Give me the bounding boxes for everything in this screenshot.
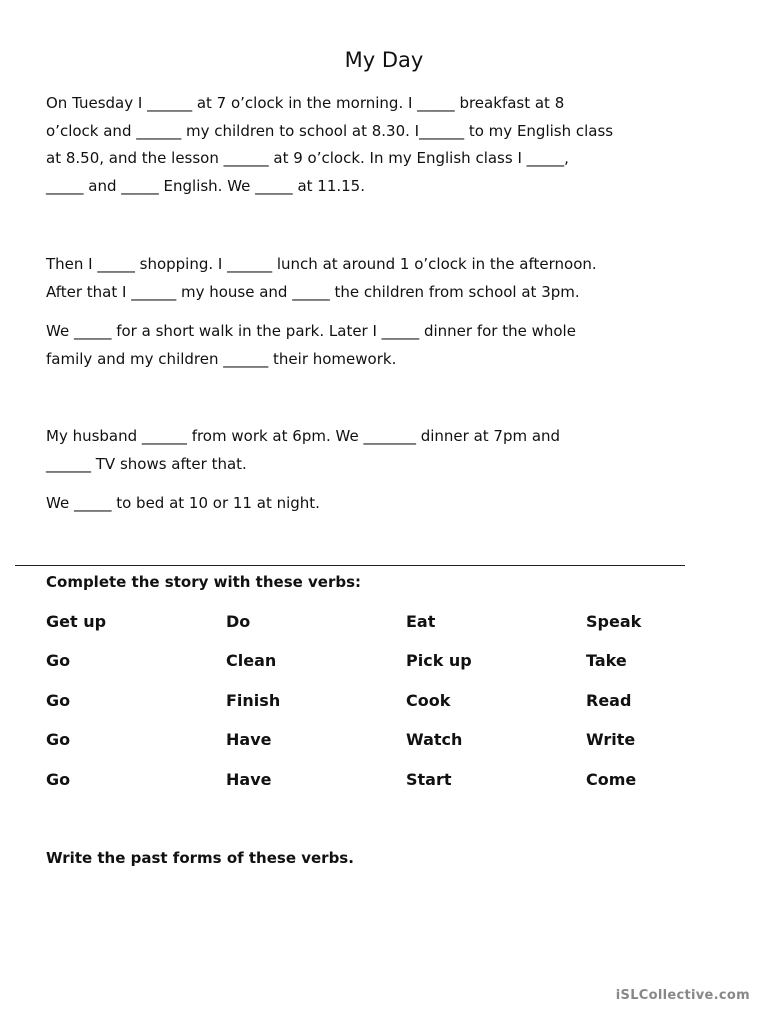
story-paragraph-2 <box>46 251 736 306</box>
story-line: family and my children ______ their homework. <box>46 349 397 368</box>
verb-item: Come <box>586 770 637 789</box>
verb-item: Speak <box>586 612 642 631</box>
verb-item: Take <box>586 651 627 670</box>
verb-item: Cook <box>406 691 451 710</box>
story-line: Then I _____ shopping. I ______ lunch at around 1 o’clock in the afternoon. <box>46 255 597 273</box>
story-line: o’clock and ______ my children to school at 8.30. I______ to my English class <box>46 121 614 140</box>
page-title: My Day <box>344 48 424 72</box>
verb-item: Eat <box>406 612 436 631</box>
verb-item: Get up <box>46 612 107 631</box>
story-line: After that I ______ my house and _____ the children from school at 3pm. <box>46 282 580 301</box>
verb-item: Go <box>46 770 71 789</box>
complete-instruction: Complete the story with these verbs: <box>46 573 362 591</box>
past-forms-instruction: Write the past forms of these verbs. <box>46 849 354 867</box>
story-line: On Tuesday I ______ at 7 o’clock in the morning. I _____ breakfast at 8 <box>46 94 565 112</box>
verb-item: Go <box>46 691 71 710</box>
verb-item: Go <box>46 651 71 670</box>
verb-item: Have <box>226 770 272 789</box>
story-paragraph-4 <box>46 423 736 478</box>
verb-item: Pick up <box>406 651 472 670</box>
story-paragraph-5 <box>46 490 736 518</box>
verb-item: Go <box>46 730 71 749</box>
story-paragraph-3 <box>46 318 736 373</box>
verb-item: Write <box>586 730 636 749</box>
verb-item: Clean <box>226 651 277 670</box>
verb-item: Read <box>586 691 632 710</box>
story-line: We _____ for a short walk in the park. Later I _____ dinner for the whole <box>46 322 576 340</box>
story-line: We _____ to bed at 10 or 11 at night. <box>46 494 320 512</box>
verb-item: Do <box>226 612 251 631</box>
story-paragraph-1 <box>46 90 736 200</box>
story-line: ______ TV shows after that. <box>46 454 247 473</box>
section-divider <box>15 565 685 566</box>
verb-item: Start <box>406 770 452 789</box>
verb-item: Have <box>226 730 272 749</box>
story-line: My husband ______ from work at 6pm. We _______ dinner at 7pm and <box>46 427 561 445</box>
footer-watermark: iSLCollective.com <box>615 988 750 1003</box>
story-line: _____ and _____ English. We _____ at 11.15. <box>46 176 365 195</box>
verb-item: Finish <box>226 691 281 710</box>
verb-item: Watch <box>406 730 463 749</box>
verb-table <box>46 610 726 810</box>
story-line: at 8.50, and the lesson ______ at 9 o’clock. In my English class I _____, <box>46 149 569 168</box>
